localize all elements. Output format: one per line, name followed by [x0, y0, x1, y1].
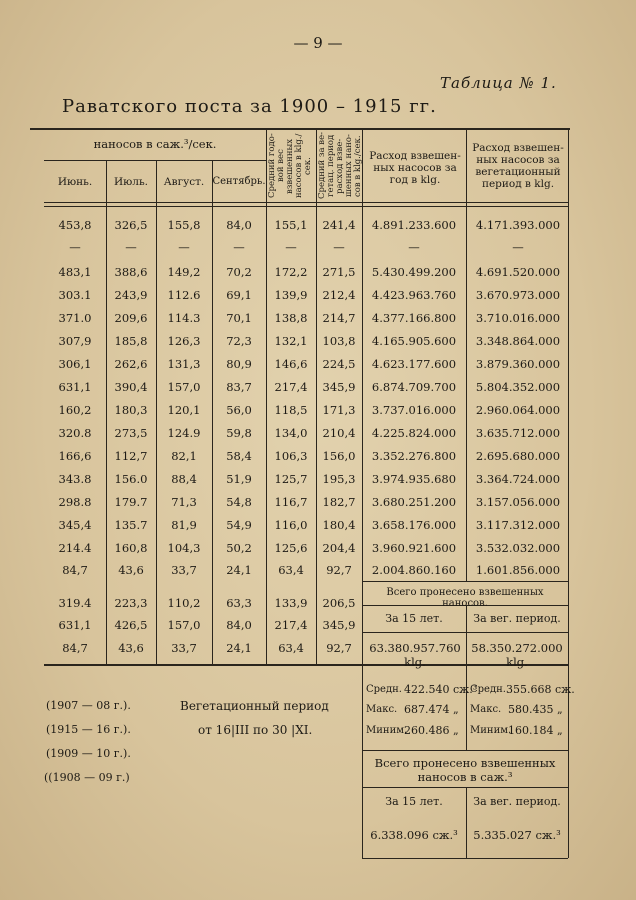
- table-cell: 155,1: [274, 218, 308, 232]
- table-cell: —: [125, 240, 137, 254]
- table-cell: 204,4: [322, 541, 356, 555]
- table-row: [0, 563, 636, 583]
- table-label: Таблица № 1.: [440, 74, 557, 92]
- stat-left-max-value: 687.474 „: [404, 703, 459, 716]
- table-cell: 88,4: [171, 472, 197, 486]
- table-cell: 5.430.499.200: [371, 265, 457, 279]
- table-cell: 116,7: [274, 495, 308, 509]
- table-cell: 3.658.176.000: [371, 518, 457, 532]
- table-cell: 483,1: [58, 265, 92, 279]
- table-cell: 54,8: [226, 495, 252, 509]
- header-august: Август.: [163, 176, 205, 188]
- stat-left-avg-value: 422.540 сж.³: [404, 683, 478, 696]
- table-cell: 195,3: [322, 472, 356, 486]
- table-cell: 4.423.963.760: [371, 288, 457, 302]
- page-title: Раватского поста за 1900 – 1915 гг.: [62, 96, 437, 117]
- table-cell: —: [178, 240, 190, 254]
- table-cell: 155,8: [167, 218, 201, 232]
- summary-cell: 223,3: [114, 596, 148, 610]
- stat-right-avg-value: 355.668 сж.: [506, 683, 575, 696]
- table-row: [0, 472, 636, 492]
- table-cell: 126,3: [167, 334, 201, 348]
- header-veg-flow: Расход взвешен-ных насосов за вегетационный период в klg.: [472, 142, 564, 190]
- table-cell: 51,9: [226, 472, 252, 486]
- summary-cell: 206,5: [322, 596, 356, 610]
- table-cell: 345,9: [322, 380, 356, 394]
- table-row: [0, 265, 636, 285]
- summary-cell: 157,0: [167, 618, 201, 632]
- table-cell: 4.171.393.000: [475, 218, 561, 232]
- table-cell: 1.601.856.000: [475, 563, 561, 577]
- total-weight-col-b: За вег. период.: [473, 612, 561, 625]
- table-cell: 214.4: [58, 541, 92, 555]
- table-cell: 132,1: [274, 334, 308, 348]
- table-cell: 63,4: [278, 563, 304, 577]
- header-bottom-rule: [44, 202, 568, 203]
- table-cell: 326,5: [114, 218, 148, 232]
- stat-left-max-label: Макс.: [366, 704, 398, 715]
- table-cell: 84,7: [62, 563, 88, 577]
- table-row: [0, 541, 636, 561]
- total-volume-col-a: За 15 лет.: [385, 795, 443, 808]
- table-cell: 156.0: [114, 472, 148, 486]
- summary-cell: 426,5: [114, 618, 148, 632]
- table-cell: 343.8: [58, 472, 92, 486]
- stat-left-min-label: Миним.: [366, 725, 408, 736]
- table-cell: 172,2: [274, 265, 308, 279]
- table-cell: 2.695.680.000: [475, 449, 561, 463]
- table-cell: 320.8: [58, 426, 92, 440]
- total-volume-val-b: 5.335.027 сж.³: [473, 828, 561, 842]
- stat-right-min-label: Миним.: [470, 725, 512, 736]
- table-cell: 4.891.233.600: [371, 218, 457, 232]
- stat-right-max-value: 580.435 „: [508, 703, 563, 716]
- note-year-1: (1907 — 08 г.).: [46, 699, 131, 712]
- table-cell: 160,2: [58, 403, 92, 417]
- table-cell: 212,4: [322, 288, 356, 302]
- table-cell: 388,6: [114, 265, 148, 279]
- summary-cell: 92,7: [326, 641, 352, 655]
- table-cell: 631,1: [58, 380, 92, 394]
- table-cell: 72,3: [226, 334, 252, 348]
- table-cell: 146,6: [274, 357, 308, 371]
- table-cell: 3.635.712.000: [475, 426, 561, 440]
- table-cell: 179.7: [114, 495, 148, 509]
- table-cell: 180,3: [114, 403, 148, 417]
- table-row: [0, 403, 636, 423]
- table-cell: 83,7: [226, 380, 252, 394]
- table-cell: 4.225.824.000: [371, 426, 457, 440]
- header-june: Июнь.: [57, 176, 93, 188]
- header-group: наносов в саж.³/сек.: [93, 137, 217, 151]
- table-cell: 43,6: [118, 563, 144, 577]
- table-cell: 2.004.860.160: [371, 563, 457, 577]
- stat-left-min-value: 260.486 „: [404, 724, 459, 737]
- table-cell: 273,5: [114, 426, 148, 440]
- volume-bottom-rule: [362, 858, 568, 859]
- stat-right-max-label: Макс.: [470, 704, 502, 715]
- table-row: [0, 495, 636, 515]
- table-cell: 306,1: [58, 357, 92, 371]
- table-cell: 224,5: [322, 357, 356, 371]
- table-cell: 71,3: [171, 495, 197, 509]
- summary-cell: 110,2: [167, 596, 201, 610]
- total-weight-col-a: За 15 лет.: [385, 612, 443, 625]
- table-row: [0, 449, 636, 469]
- table-cell: 182,7: [322, 495, 356, 509]
- table-row: [0, 380, 636, 400]
- table-cell: 217,4: [274, 380, 308, 394]
- table-cell: 303.1: [58, 288, 92, 302]
- header-year-flow: Расход взвешен-ных насосов за год в klg.: [369, 150, 461, 186]
- total-volume-col-b: За вег. период.: [473, 795, 561, 808]
- table-row: [0, 357, 636, 377]
- veg-period-line2: от 16|III по 30 |XI.: [198, 723, 313, 737]
- table-cell: 70,2: [226, 265, 252, 279]
- table-cell: 371.0: [58, 311, 92, 325]
- table-cell: 50,2: [226, 541, 252, 555]
- table-cell: 82,1: [171, 449, 197, 463]
- table-cell: 3.348.864.000: [475, 334, 561, 348]
- note-year-3: (1909 — 10 г.).: [46, 747, 131, 760]
- table-cell: 345,4: [58, 518, 92, 532]
- summary-cell: 133,9: [274, 596, 308, 610]
- table-cell: 3.352.276.800: [371, 449, 457, 463]
- table-cell: 3.670.973.000: [475, 288, 561, 302]
- table-row: [0, 518, 636, 538]
- table-cell: 149,2: [167, 265, 201, 279]
- summary-cell: 43,6: [118, 641, 144, 655]
- summary-cell: 24,1: [226, 641, 252, 655]
- table-cell: 56,0: [226, 403, 252, 417]
- total-volume-val-a: 6.338.096 сж.³: [370, 828, 458, 842]
- table-cell: 4.377.166.800: [371, 311, 457, 325]
- table-cell: 138,8: [274, 311, 308, 325]
- header-group-rule: [44, 160, 266, 161]
- table-cell: 33,7: [171, 563, 197, 577]
- table-cell: 80,9: [226, 357, 252, 371]
- summary-cell: 631,1: [58, 618, 92, 632]
- table-cell: 3.974.935.680: [371, 472, 457, 486]
- table-cell: 139,9: [274, 288, 308, 302]
- header-july: Июль.: [113, 176, 149, 188]
- table-cell: 243,9: [114, 288, 148, 302]
- table-cell: 124.9: [167, 426, 201, 440]
- volume-mid-rule: [362, 787, 568, 788]
- total-weight-val-a: 63.380.957.760 klg.: [369, 641, 461, 669]
- table-row: [0, 240, 636, 260]
- table-cell: 3.737.016.000: [371, 403, 457, 417]
- table-cell: 24,1: [226, 563, 252, 577]
- table-cell: 241,4: [322, 218, 356, 232]
- table-cell: 120,1: [167, 403, 201, 417]
- header-bottom-rule-2: [44, 206, 568, 207]
- table-row: [0, 288, 636, 308]
- table-cell: 171,3: [322, 403, 356, 417]
- table-cell: 180,4: [322, 518, 356, 532]
- table-cell: 104,3: [167, 541, 201, 555]
- table-cell: —: [408, 240, 420, 254]
- table-cell: 3.117.312.000: [475, 518, 561, 532]
- table-cell: —: [512, 240, 524, 254]
- table-cell: 156,0: [322, 449, 356, 463]
- table-cell: 112,7: [114, 449, 148, 463]
- table-cell: 4.691.520.000: [475, 265, 561, 279]
- table-cell: —: [333, 240, 345, 254]
- table-cell: 58,4: [226, 449, 252, 463]
- table-cell: 103,8: [322, 334, 356, 348]
- summary-cell: 84,0: [226, 618, 252, 632]
- table-cell: 81,9: [171, 518, 197, 532]
- veg-period-line1: Вегетационный период: [180, 699, 329, 713]
- table-cell: 3.532.032.000: [475, 541, 561, 555]
- summary-cell: 217,4: [274, 618, 308, 632]
- header-avg-year: Средний годо-вой вес взвешенных насосов в klg./сек.: [267, 133, 313, 199]
- summary-cell: 63,4: [278, 641, 304, 655]
- table-cell: 271,5: [322, 265, 356, 279]
- stat-left-avg-label: Средн.: [366, 684, 402, 695]
- summary-cell: 84,7: [62, 641, 88, 655]
- table-cell: 209,6: [114, 311, 148, 325]
- table-cell: 106,3: [274, 449, 308, 463]
- table-cell: 54,9: [226, 518, 252, 532]
- table-cell: 114.3: [167, 311, 201, 325]
- table-cell: 3.710.016.000: [475, 311, 561, 325]
- table-cell: —: [69, 240, 81, 254]
- table-cell: 6.874.709.700: [371, 380, 457, 394]
- summary-cell: 345,9: [322, 618, 356, 632]
- table-cell: 112.6: [167, 288, 201, 302]
- table-cell: 210,4: [322, 426, 356, 440]
- total-weight-val-b: 58.350.272.000 klg.: [471, 641, 563, 669]
- table-cell: 70,1: [226, 311, 252, 325]
- page-number: — 9 —: [293, 34, 343, 52]
- table-cell: 166,6: [58, 449, 92, 463]
- header-avg-veg: Средний за ве-гетац. период расход взве-шенных нано-сов в klg./сек.: [317, 132, 363, 200]
- table-cell: 4.623.177.600: [371, 357, 457, 371]
- table-cell: 307,9: [58, 334, 92, 348]
- summary-cell: 63,3: [226, 596, 252, 610]
- table-top-rule: [30, 128, 570, 130]
- table-cell: 69,1: [226, 288, 252, 302]
- stat-right-min-value: 160.184 „: [508, 724, 563, 737]
- table-cell: 2.960.064.000: [475, 403, 561, 417]
- table-cell: 3.157.056.000: [475, 495, 561, 509]
- table-cell: 214,7: [322, 311, 356, 325]
- stat-right-avg-label: Средн.: [470, 684, 506, 695]
- table-cell: 125,7: [274, 472, 308, 486]
- table-row: [0, 218, 636, 238]
- table-cell: 3.680.251.200: [371, 495, 457, 509]
- table-cell: 135.7: [114, 518, 148, 532]
- table-cell: 5.804.352.000: [475, 380, 561, 394]
- table-row: [0, 311, 636, 331]
- table-cell: —: [285, 240, 297, 254]
- table-cell: 131,3: [167, 357, 201, 371]
- note-year-4: ((1908 — 09 г.): [44, 771, 130, 784]
- col-rule-7c: [466, 664, 467, 750]
- summary-cell: 33,7: [171, 641, 197, 655]
- header-september: Сентябрь.: [212, 176, 266, 187]
- table-cell: —: [233, 240, 245, 254]
- table-cell: 92,7: [326, 563, 352, 577]
- table-cell: 185,8: [114, 334, 148, 348]
- table-cell: 4.165.905.600: [371, 334, 457, 348]
- table-cell: 125,6: [274, 541, 308, 555]
- summary-cell: 319.4: [58, 596, 92, 610]
- table-row: [0, 426, 636, 446]
- table-cell: 390,4: [114, 380, 148, 394]
- table-cell: 298.8: [58, 495, 92, 509]
- table-cell: 59,8: [226, 426, 252, 440]
- table-cell: 116,0: [274, 518, 308, 532]
- table-cell: 118,5: [274, 403, 308, 417]
- table-cell: 84,0: [226, 218, 252, 232]
- note-year-2: (1915 — 16 г.).: [46, 723, 131, 736]
- table-row: [0, 334, 636, 354]
- table-cell: 3.879.360.000: [475, 357, 561, 371]
- table-cell: 453,8: [58, 218, 92, 232]
- table-cell: 160,8: [114, 541, 148, 555]
- table-cell: 3.364.724.000: [475, 472, 561, 486]
- table-cell: 3.960.921.600: [371, 541, 457, 555]
- total-volume-title2: наносов в саж.³: [417, 770, 513, 784]
- table-cell: 157,0: [167, 380, 201, 394]
- table-cell: 262,6: [114, 357, 148, 371]
- table-cell: 134,0: [274, 426, 308, 440]
- total-weight-title: Всего пронесено взвешенных наносов.: [386, 587, 544, 609]
- stats-bottom-rule: [362, 750, 568, 751]
- total-volume-title1: Всего пронесено взвешенных: [374, 756, 556, 770]
